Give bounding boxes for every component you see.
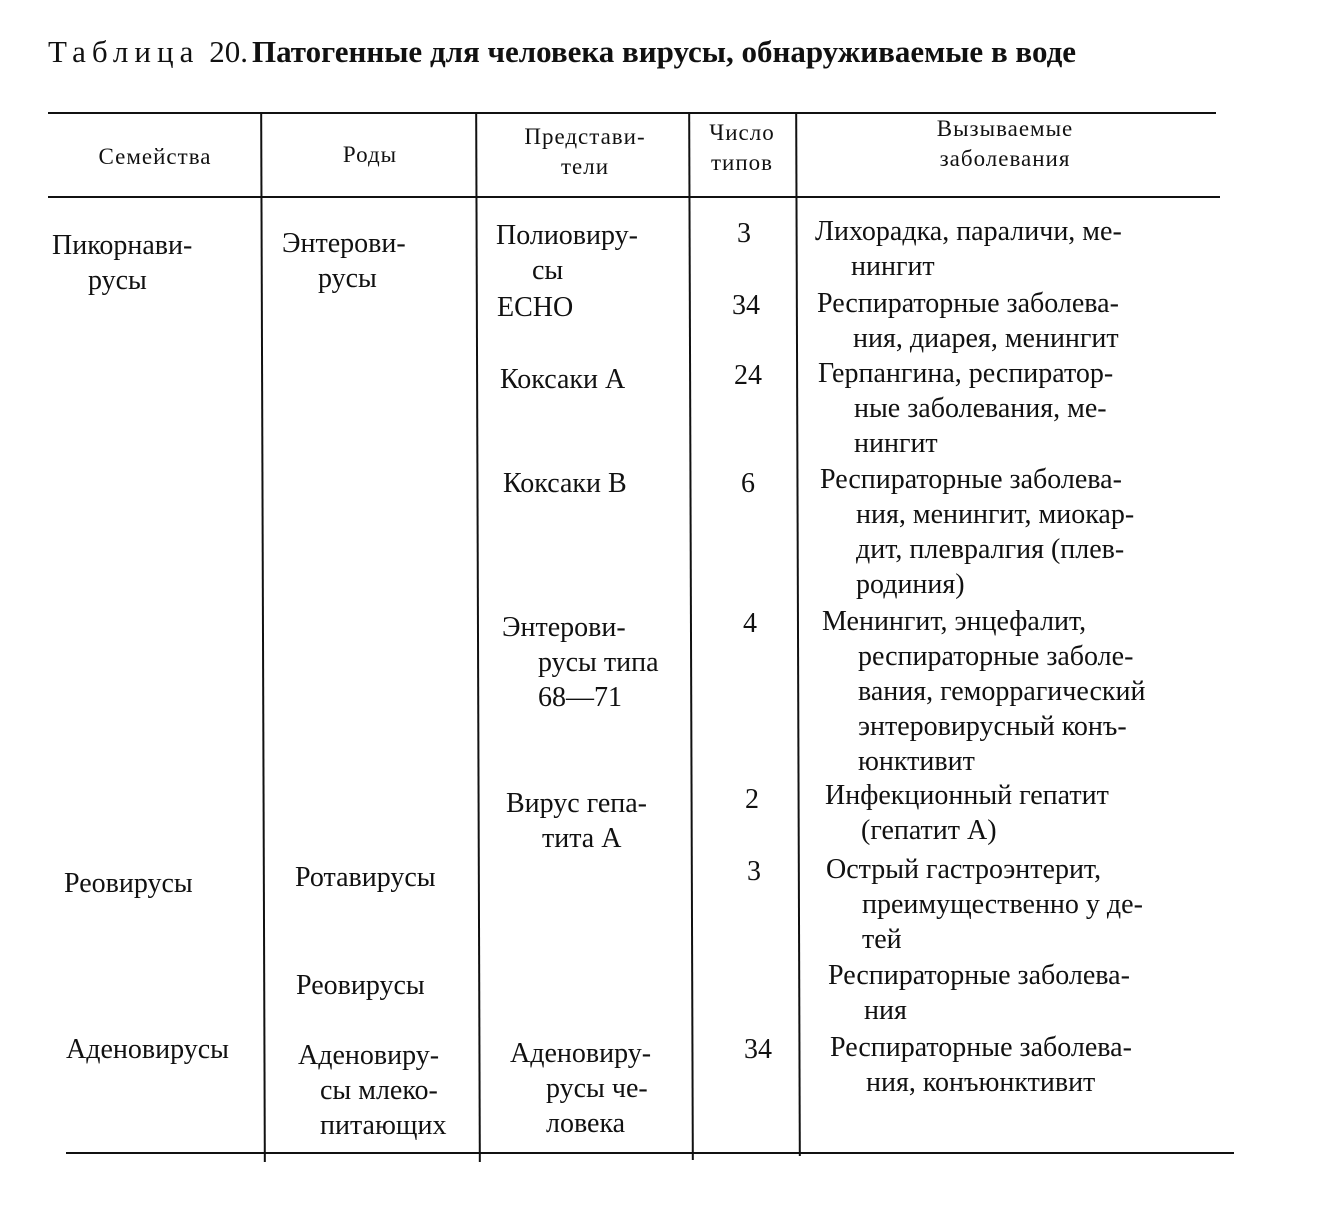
family-cell: Реовирусы [64, 868, 193, 899]
header-types: Число типов [709, 120, 775, 175]
types-cell: 6 [741, 468, 755, 499]
types-cell: 34 [732, 290, 760, 321]
header-family: Семейства [98, 144, 212, 169]
disease-cell: Герпангина, респиратор- ные заболевания, ме- нингит [818, 358, 1114, 459]
header-genus: Роды [342, 142, 398, 167]
header-representatives: Представи- тели [524, 124, 646, 179]
disease-cell: Лихорадка, параличи, ме- нингит [815, 216, 1122, 282]
types-cell: 2 [745, 784, 759, 815]
types-cell: 34 [744, 1034, 772, 1065]
disease-cell: Инфекционный гепатит (гепатит А) [825, 780, 1109, 846]
disease-cell: Менингит, энцефалит, респираторные заболе- вания, геморрагический энтеровирусный конъ- юнктивит [822, 606, 1146, 777]
genus-cell: Аденовиру- сы млеко- питающих [298, 1040, 447, 1141]
representative-cell: Энтерови- русы типа 68—71 [502, 612, 659, 713]
types-cell: 3 [737, 218, 751, 249]
header-diseases: Вызываемые заболевания [936, 116, 1074, 171]
genus-cell: Энтерови- русы [282, 228, 406, 294]
rule-bottom [66, 1152, 1234, 1154]
table-caption [48, 32, 1228, 72]
family-cell: Пикорнави- русы [52, 230, 193, 296]
genus-cell: Реовирусы [296, 970, 425, 1001]
caption-number: 20. [209, 34, 248, 69]
disease-cell: Респираторные заболева- ния, менингит, миокар- дит, плевралгия (плев- родиния) [820, 464, 1135, 600]
disease-cell: Респираторные заболева- ния, диарея, менингит [817, 288, 1119, 354]
rule-header-bottom [48, 196, 1220, 198]
representative-cell: Аденовиру- русы че- ловека [510, 1038, 652, 1139]
representative-cell: Вирус гепа- тита А [506, 788, 647, 854]
types-cell: 24 [734, 360, 762, 391]
disease-cell: Острый гастроэнтерит, преимущественно у де- тей [826, 854, 1143, 955]
disease-cell: Респираторные заболева- ния, конъюнктивит [830, 1032, 1132, 1098]
genus-cell: Ротавирусы [295, 862, 436, 893]
types-cell: 3 [747, 856, 761, 887]
caption-label: Таблица [48, 34, 200, 69]
representative-cell: Коксаки В [503, 468, 627, 499]
representative-cell: Полиовиру- сы [496, 220, 638, 286]
family-cell: Аденовирусы [66, 1034, 229, 1065]
representative-cell: ECHO [497, 292, 574, 323]
caption-text: Патогенные для человека вирусы, обнаруживаемые в воде [251, 34, 1077, 69]
types-cell: 4 [743, 608, 757, 639]
divider-1 [260, 112, 266, 1162]
disease-cell: Респираторные заболева- ния [828, 960, 1130, 1026]
representative-cell: Коксаки А [500, 364, 626, 395]
